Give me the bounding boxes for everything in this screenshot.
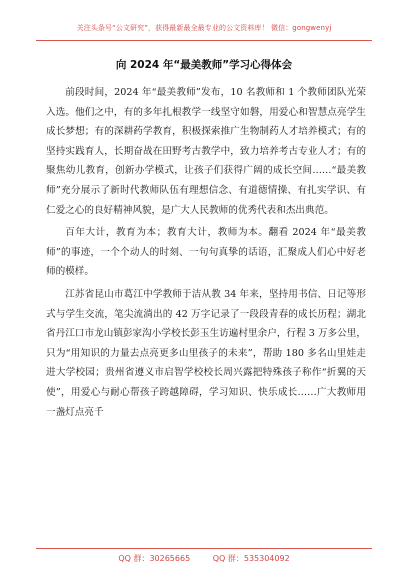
paragraph: 江苏省昆山市葛江中学教师于洁从教 34 年来，坚持用书信、日记等形式与学生交流，笔尖流淌出的 42 万字记录了一段段青春的成长历程；湖北省丹江口市龙山镇彭家沟小学校长彭玉生访遍村里余户，行程 3 万多公里，只为“用知识的力量去点亮更多山里孩子的未来”，帮助 180 多名山里娃走进大学校园；贵州省遵义市启智学校校长周兴露把特殊孩子称作“折翼的天使”，用爱心与耐心帮孩子跨越障碍，学习知识、快乐成长……广大教师用一盏灯点亮千 (46, 288, 366, 418)
footer (0, 553, 408, 564)
document-title: 向 2024 年“最美教师”学习心得体会 (115, 59, 293, 71)
header-banner: 关注头条号“公文研究”，获得最新最全最专业的公文资料库！ 微信：gongwenyj (76, 24, 332, 32)
paragraph: 前段时间，2024 年“最美教师”发布，10 名教师和 1 个教师团队光荣入选。他们之中，有的多年扎根教学一线坚守如磐，用爱心和智慧点亮学生成长梦想；有的深耕药学教育，积极探索推广生物制药人才培养模式；有的坚持实践育人，长期奋战在田野考古教学中，致力培养考古专业人才；有的聚焦幼儿教育，创新办学模式，让孩子们获得广阔的成长空间……“最美教师”充分展示了新时代教师队伍有理想信念、有道德情操、有扎实学识、有仁爱之心的良好精神风貌，是广大人民教师的优秀代表和杰出典范。 (46, 87, 366, 216)
footer-qq-group-2: QQ 群：535304092 (212, 554, 290, 563)
paragraph: 百年大计，教育为本；教育大计，教师为本。翻看 2024 年“最美教师”的事迹，一个个动人的时刻、一句句真挚的话语，汇聚成人们心中好老师的模样。 (46, 227, 366, 278)
footer-divider (36, 548, 372, 549)
footer-qq-group-1: QQ 群：30265665 (118, 554, 191, 563)
header-divider (36, 40, 372, 41)
document-body (46, 83, 366, 425)
